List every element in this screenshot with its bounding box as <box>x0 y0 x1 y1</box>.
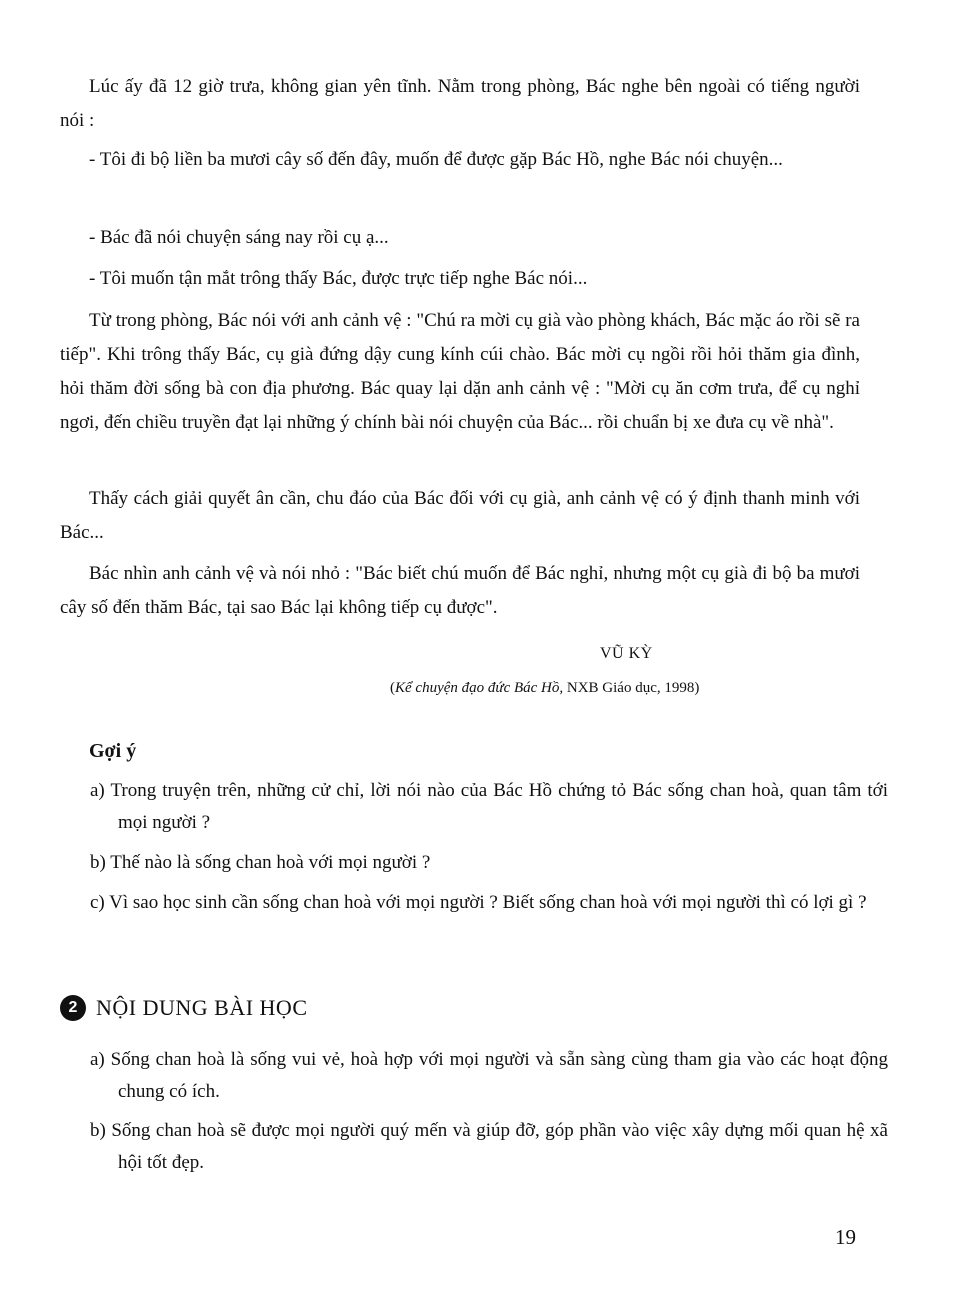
section-title: NỘI DUNG BÀI HỌC <box>96 995 308 1020</box>
story-dialogue-2: - Bác đã nói chuyện sáng nay rồi cụ ạ... <box>89 227 389 248</box>
story-dialogue-1: - Tôi đi bộ liền ba mươi cây số đến đây, muốn để được gặp Bác Hồ, nghe Bác nói chuyện... <box>89 149 783 170</box>
story-paragraph-2: Từ trong phòng, Bác nói với anh cảnh vệ : "Chú ra mời cụ già vào phòng khách, Bác mặc áo rồi sẽ ra tiếp". Khi trông thấy Bác, cụ già đứng dậy cung kính cúi chào. Bác mời cụ ngồi rồi hỏi thăm gia đình, hỏi thăm đời sống bà con địa phương. Bác quay lại dặn anh cảnh vệ : "Mời cụ ăn cơm trưa, để cụ nghỉ ngơi, đến chiều truyền đạt lại những ý chính bài nói chuyện của Bác... rồi chuẩn bị xe đưa cụ về nhà". <box>60 310 860 433</box>
hint-item: a) Trong truyện trên, những cử chỉ, lời nói nào của Bác Hồ chứng tỏ Bác sống chan hoà, quan tâm tới mọi người ? <box>90 780 888 833</box>
hints-title: Gợi ý <box>89 740 137 762</box>
story-paragraph-1: Lúc ấy đã 12 giờ trưa, không gian yên tĩnh. Nằm trong phòng, Bác nghe bên ngoài có tiếng người nói : <box>60 76 860 131</box>
lesson-item: b) Sống chan hoà sẽ được mọi người quý mến và giúp đỡ, góp phần vào việc xây dựng mối quan hệ xã hội tốt đẹp. <box>90 1120 888 1173</box>
lesson-section-heading <box>60 992 308 1024</box>
source-open: ( <box>390 680 395 696</box>
story-source <box>390 680 699 697</box>
section-number-badge: 2 <box>60 995 86 1021</box>
hint-item: c) Vì sao học sinh cần sống chan hoà với mọi người ? Biết sống chan hoà với mọi người thì có lợi gì ? <box>90 892 867 913</box>
story-paragraph-3: Thấy cách giải quyết ân cần, chu đáo của Bác đối với cụ già, anh cảnh vệ có ý định thanh minh với Bác... <box>60 488 860 543</box>
lesson-item: a) Sống chan hoà là sống vui vẻ, hoà hợp với mọi người và sẵn sàng cùng tham gia vào các hoạt động chung có ích. <box>90 1049 888 1102</box>
page-number: 19 <box>835 1225 856 1249</box>
story-author: VŨ KỲ <box>600 645 653 662</box>
story-paragraph-4: Bác nhìn anh cảnh vệ và nói nhỏ : "Bác biết chú muốn để Bác nghỉ, nhưng một cụ già đi bộ ba mươi cây số đến thăm Bác, tại sao Bác lại không tiếp cụ được". <box>60 563 860 618</box>
source-publisher: NXB Giáo dục, 1998) <box>563 680 700 696</box>
hint-item: b) Thế nào là sống chan hoà với mọi người ? <box>90 852 431 873</box>
story-dialogue-3: - Tôi muốn tận mắt trông thấy Bác, được trực tiếp nghe Bác nói... <box>89 268 588 289</box>
source-title: Kể chuyện đạo đức Bác Hồ, <box>395 680 564 696</box>
